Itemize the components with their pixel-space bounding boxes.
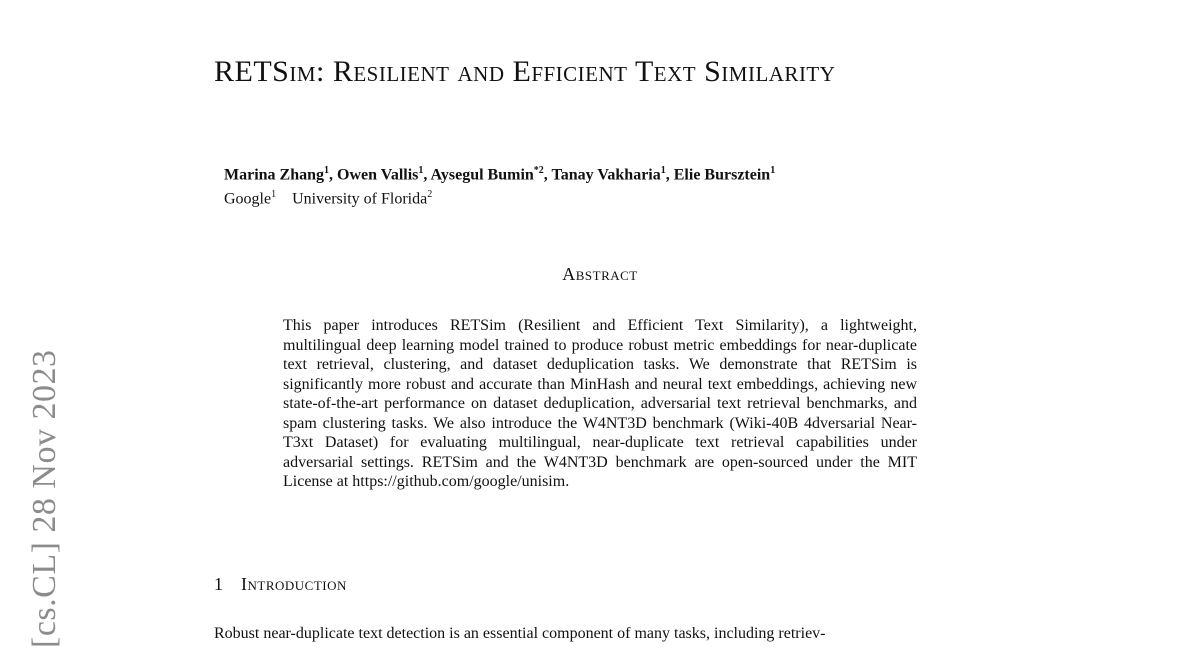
paper-title: RETSim: Resilient and Efficient Text Similarity <box>214 55 836 88</box>
affiliation-list <box>224 184 1124 210</box>
arxiv-sidebar-stamp <box>24 300 72 648</box>
author-name: Tanay Vakharia <box>551 166 661 184</box>
author-name: Marina Zhang <box>224 166 325 184</box>
author-affil-mark: 1 <box>770 165 776 176</box>
section-number: 1 <box>214 574 223 594</box>
author-name: Elie Bursztein <box>673 166 771 184</box>
abstract-text: This paper introduces RETSim (Resilient and Efficient Text Similarity), a lightweight, multilingual deep learning model trained to produce robust metric embeddings for near-duplicate text retrieval, clustering, and dataset deduplication tasks. We demonstrate that RETSim is significantly more robust and accurate than MinHash and neural text embeddings, achieving new state-of-the-art performance on dataset deduplication, adversarial text retrieval benchmarks, and spam clustering tasks. We also introduce the W4NT3D benchmark (Wiki-40B 4dversarial Near-T3xt Dataset) for evaluating multilingual, near-duplicate text retrieval capabilities under adversarial settings. RETSim and the W4NT3D benchmark are open-sourced under the MIT License at https://github.com/google/unisim. <box>283 317 917 490</box>
author-name: Aysegul Bumin <box>430 166 534 184</box>
affiliation-name: University of Florida <box>292 190 428 208</box>
author-name: Owen Vallis <box>337 166 419 184</box>
introduction-text: Robust near-duplicate text detection is an essential component of many tasks, including retriev- <box>214 625 826 642</box>
author-affil-mark: 1 <box>324 165 330 176</box>
abstract-heading: Abstract <box>562 264 638 284</box>
section-heading-introduction <box>214 574 814 595</box>
affiliation-name: Google <box>224 190 272 208</box>
arxiv-stamp-text: [cs.CL] 28 Nov 2023 <box>26 349 63 648</box>
affiliation-mark: 2 <box>427 189 433 200</box>
author-affil-mark: *2 <box>533 165 544 176</box>
author-list: Marina Zhang$^1$, Owen Vallis$^1$, Aysegul Bumin$^{*2}$, Tanay Vakharia$^1$, Elie Bursztein$^1$ <box>224 165 776 184</box>
author-affil-mark: 1 <box>660 165 666 176</box>
affiliation-mark: 1 <box>271 189 277 200</box>
author-affil-mark: 1 <box>418 165 424 176</box>
section-title: Introduction <box>241 574 347 594</box>
